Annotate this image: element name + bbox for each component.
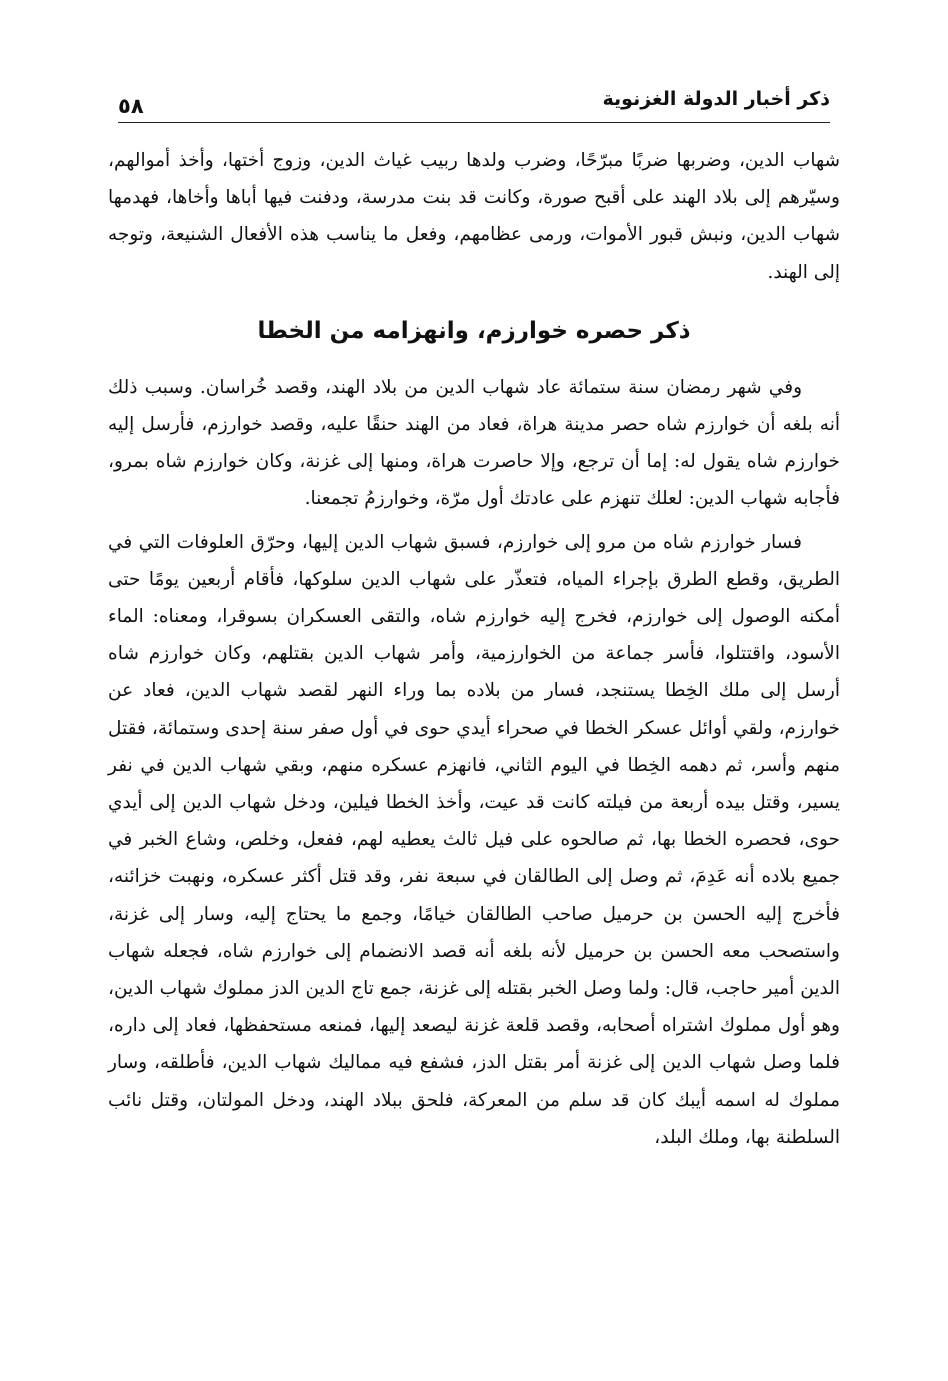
page-number: ٥٨ — [118, 94, 144, 118]
paragraph-continued: شهاب الدين، وضربها ضربًا مبرّحًا، وضرب ولدها ربيب غياث الدين، وزوج أختها، وأخذ أموالهم، وسيّرهم إلى بلاد الهند على أقبح صورة، وكانت قد بنت مدرسة، ودفنت فيها أباها وأخاها، فهدمها شهاب الدين، ونبش قبور الأموات، ورمى عظامهم، وفعل ما يناسب هذه الأفعال الشنيعة، وتوجه إلى الهند. — [108, 150, 840, 283]
section-heading: ذكر حصره خوارزم، وانهزامه من الخطا — [257, 317, 691, 344]
paragraph: فسار خوارزم شاه من مرو إلى خوارزم، فسبق شهاب الدين إليها، وحرّق العلوفات التي في الطريق، وقطع الطرق بإجراء المياه، فتعذّر على شهاب الدين سلوكها، فأقام أربعين يومًا حتى أمكنه الوصول إلى خوارزم، فخرج إليه خوارزم شاه، والتقى العسكران بسوقرا، ومعناه: الماء الأسود، واقتتلوا، فأسر جماعة من الخوارزمية، وأمر شهاب الدين بقتلهم، وكان خوارزم شاه أرسل إلى ملك الخِطا يستنجد، فسار من بلاده بما وراء النهر لقصد شهاب الدين، فعاد عن خوارزم، ولقي أوائل عسكر الخطا في صحراء أيدي حوى في أول صفر سنة إحدى وستمائة، فقتل منهم وأسر، ثم دهمه الخِطا في اليوم الثاني، فانهزم عسكره منهم، وبقي شهاب الدين في نفر يسير، وقتل بيده أربعة من فيلته كانت قد عيت، وأخذ الخطا فيلين، ودخل شهاب الدين إلى أيدي حوى، فحصره الخطا بها، ثم صالحوه على فيل ثالث يعطيه لهم، ففعل، وخلص، وشاع الخبر في جميع بلاده أنه عَدِمَ، ثم وصل إلى الطالقان في سبعة نفر، وقد قتل أكثر عسكره، ونهبت خزائنه، فأخرج إليه الحسن بن حرميل صاحب الطالقان خيامًا، وجمع ما يحتاج إليه، وسار إلى غزنة، واستصحب معه الحسن بن حرميل لأنه بلغه أنه قصد الانضمام إلى خوارزم شاه، فجعله شهاب الدين أمير حاجب، قال: ولما وصل الخبر بقتله إلى غزنة، جمع تاج الدين الدز مملوك شهاب الدين، وهو أول مملوك اشتراه أصحابه، وقصد قلعة غزنة ليصعد إليها، فمنعه مستحفظها، فعاد إلى داره، فلما وصل شهاب الدين إلى غزنة أمر بقتل الدز، فشفع فيه مماليك شهاب الدين، فأطلقه، وسار مملوك له اسمه أيبك كان قد سلم من المعركة، فلحق ببلاد الهند، ودخل المولتان، وقتل نائب السلطنة بها، وملك البلد، — [108, 531, 840, 1148]
running-title: ذكر أخبار الدولة الغزنوية — [602, 88, 830, 110]
body-text — [108, 142, 840, 1156]
running-header — [118, 86, 830, 123]
paragraph: وفي شهر رمضان سنة ستمائة عاد شهاب الدين من بلاد الهند، وقصد خُراسان. وسبب ذلك أنه بلغه أن خوارزم شاه حصر مدينة هراة، فعاد من الهند حنقًا عليه، وقصد خوارزم، فأرسل إليه خوارزم شاه يقول له: إما أن ترجع، وإلا حاصرت هراة، ومنها إلى غزنة، وكان خوارزم شاه بمرو، فأجابه شهاب الدين: لعلك تنهزم على عادتك أول مرّة، وخوارزمُ تجمعنا. — [108, 376, 840, 510]
